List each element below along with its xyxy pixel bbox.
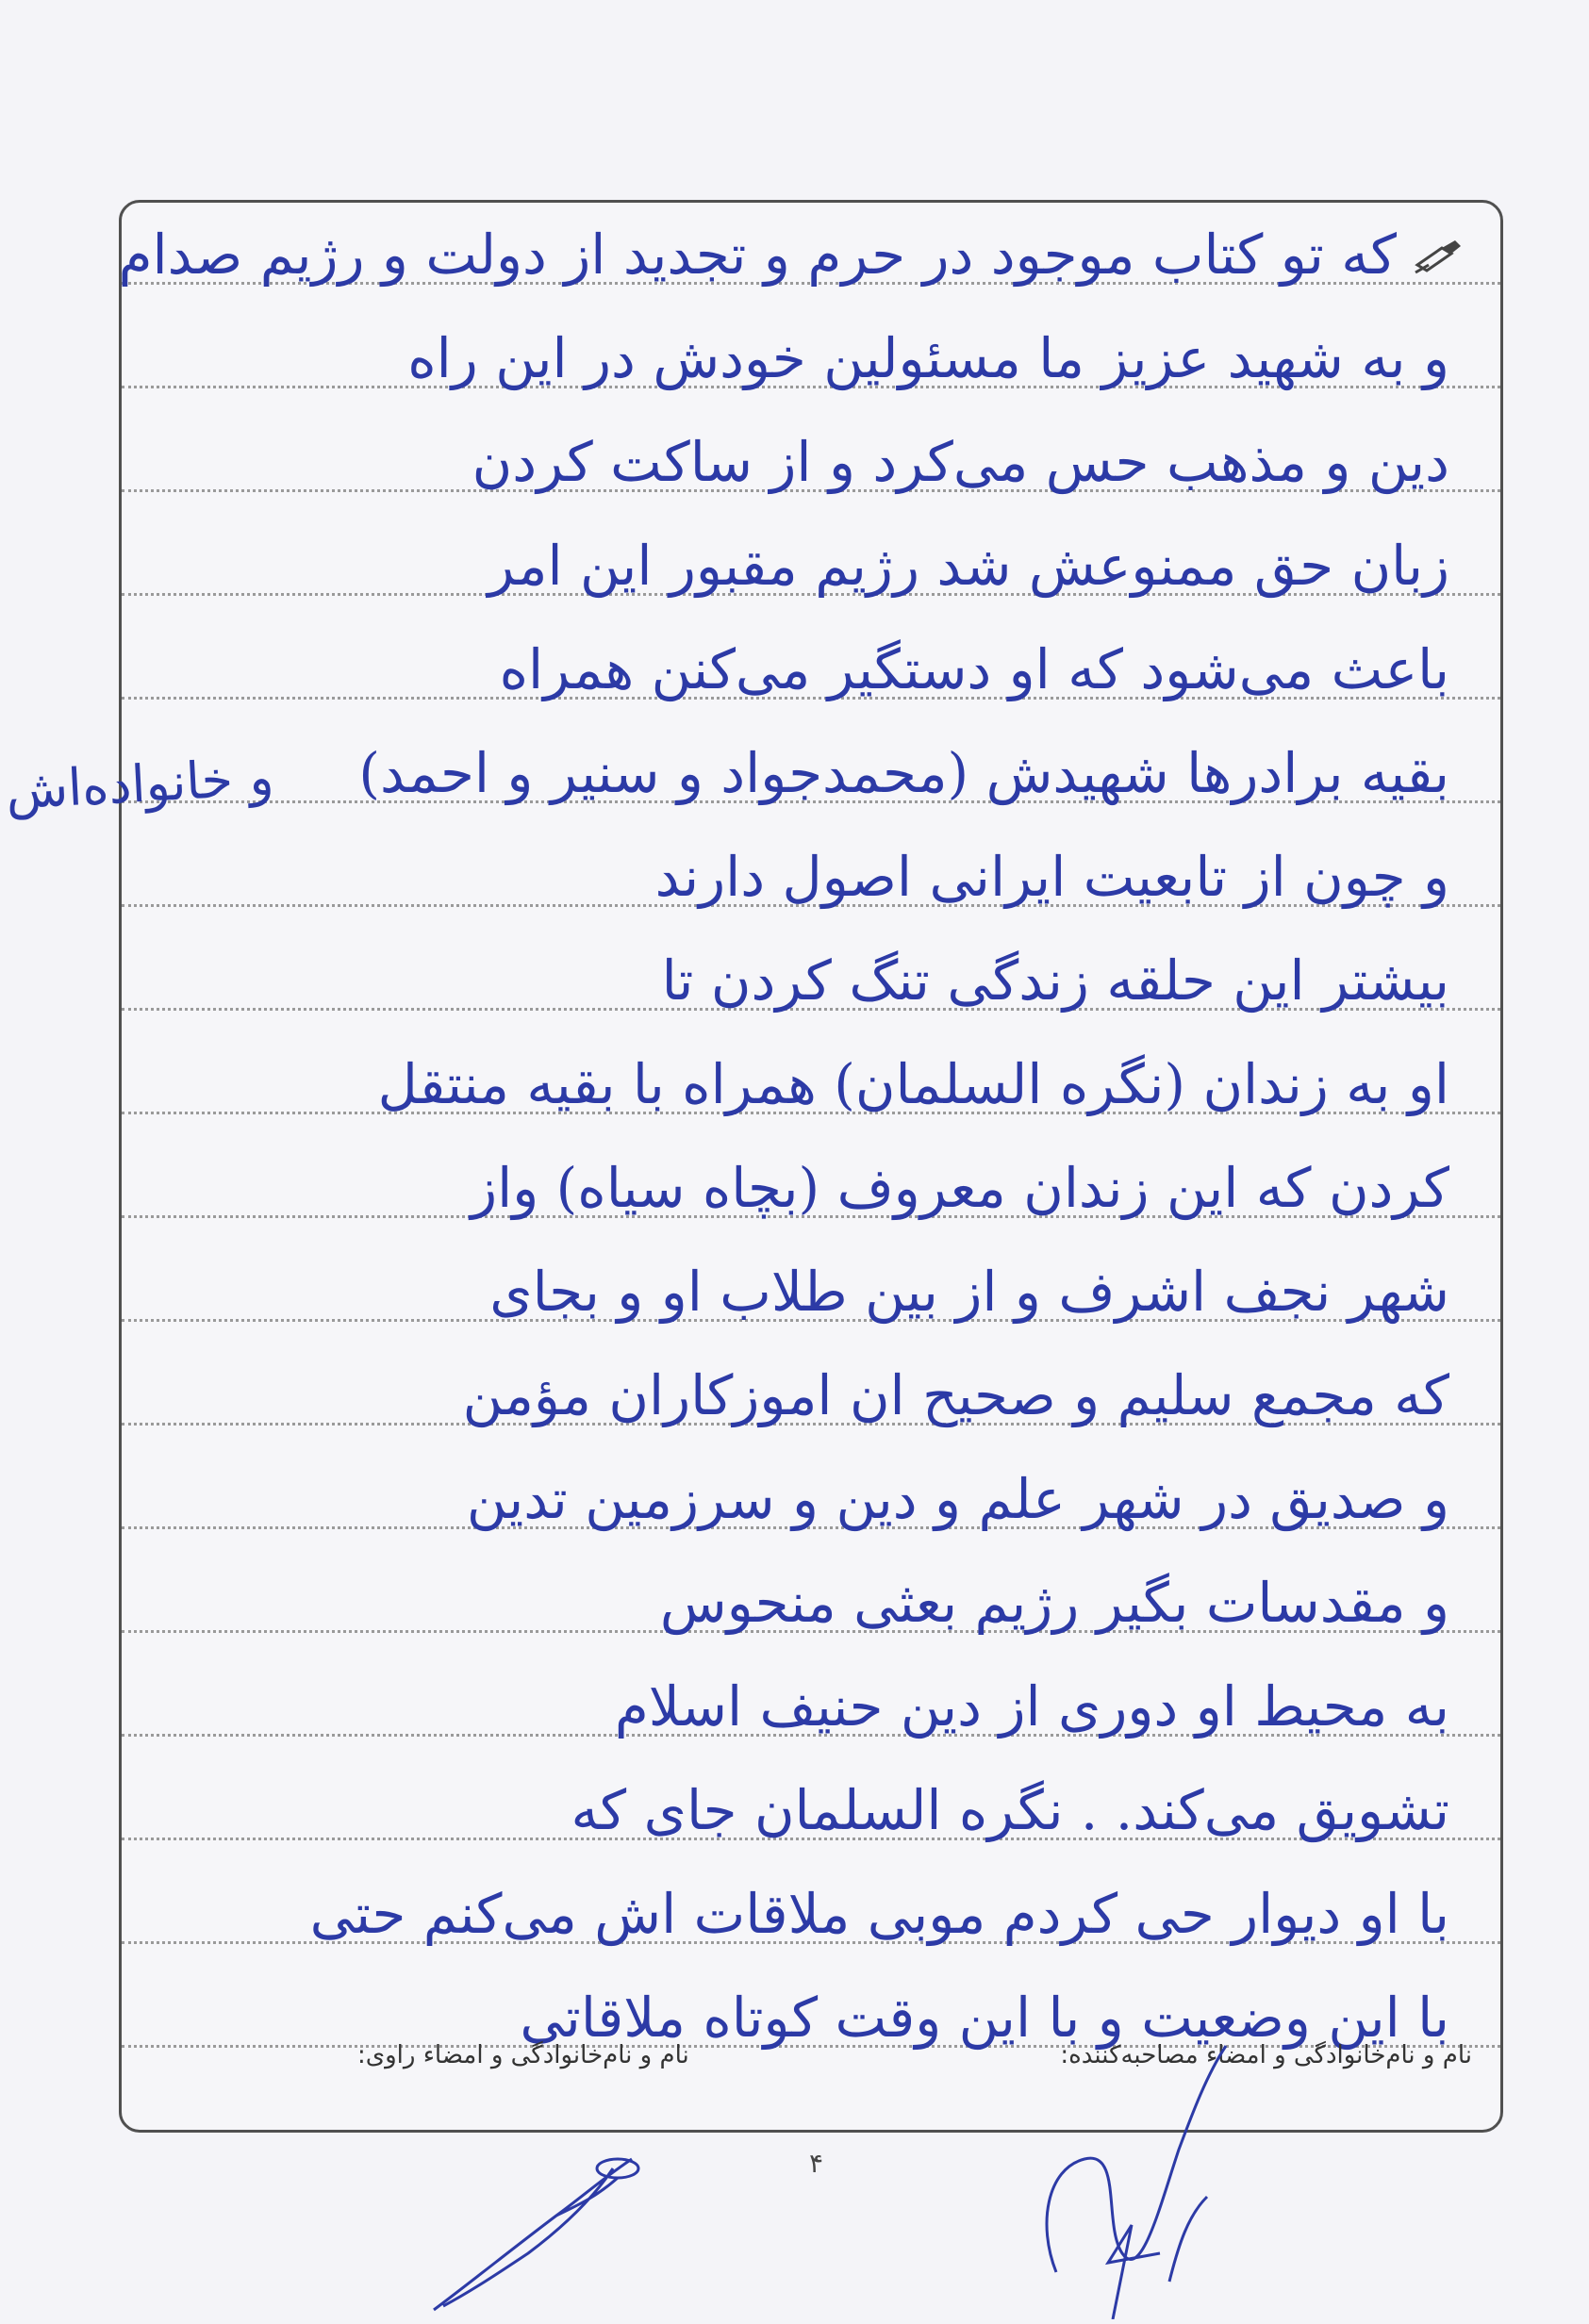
- handwritten-line: کردن که این زندان معروف (بچاه سیاه) واز: [471, 1156, 1449, 1220]
- handwritten-line: باعث می‌شود که او دستگیر می‌کنن همراه: [499, 637, 1449, 701]
- handwritten-line: او به زندان (نگره السلمان) همراه با بقیه منتقل: [377, 1052, 1449, 1116]
- handwritten-line: که تو کتاب موجود در حرم و تجدید از دولت و رژیم صدام: [118, 223, 1397, 287]
- interviewer-signature: [1018, 2036, 1245, 2319]
- ruled-writing-frame: [119, 200, 1503, 2133]
- handwritten-line: دین و مذهب حس می‌کرد و از ساکت کردن: [472, 430, 1449, 494]
- pen-writing-icon: [1414, 237, 1465, 274]
- handwritten-line: با او دیوار حی کردم موبی ملاقات اش می‌کنم حتی: [309, 1882, 1449, 1946]
- handwritten-line: و به شهید عزیز ما مسئولین خودش در این راه: [407, 326, 1449, 390]
- handwritten-line: و چون از تابعیت ایرانی اصول دارند: [654, 845, 1449, 909]
- handwritten-line: شهر نجف اشرف و از بین طلاب او و بجای: [489, 1260, 1449, 1324]
- handwritten-line: بیشتر این حلقه زندگی تنگ کردن تا: [661, 948, 1449, 1013]
- handwritten-line: که مجمع سلیم و صحیح ان اموزکاران مؤمن: [462, 1363, 1449, 1427]
- handwritten-line: با این وضعیت و با این وقت کوتاه ملاقاتی: [520, 1986, 1449, 2050]
- handwritten-line: و مقدسات بگیر رژیم بعثی منحوس: [659, 1571, 1449, 1635]
- handwritten-line: و صدیق در شهر علم و دین و سرزمین تدین: [466, 1467, 1449, 1531]
- narrator-signature: [415, 2140, 660, 2319]
- interviewer-signature-label: نام و نام‌خانوادگی و امضاء مصاحبه‌کننده:: [1060, 2041, 1472, 2069]
- handwritten-line: زبان حق ممنوعش شد رژیم مقبور این امر: [488, 534, 1449, 598]
- handwritten-line: تشویق می‌کند. . نگره السلمان جای که: [571, 1778, 1449, 1842]
- page-number: ۴: [809, 2148, 824, 2179]
- margin-note: و خانواده‌اش: [4, 747, 275, 821]
- narrator-signature-label: نام و نام‌خانوادگی و امضاء راوی:: [357, 2041, 689, 2069]
- handwritten-line: به محیط او دوری از دین حنیف اسلام: [614, 1674, 1449, 1739]
- handwritten-line: بقیه برادرها شهیدش (محمدجواد و سنیر و احمد): [358, 741, 1449, 805]
